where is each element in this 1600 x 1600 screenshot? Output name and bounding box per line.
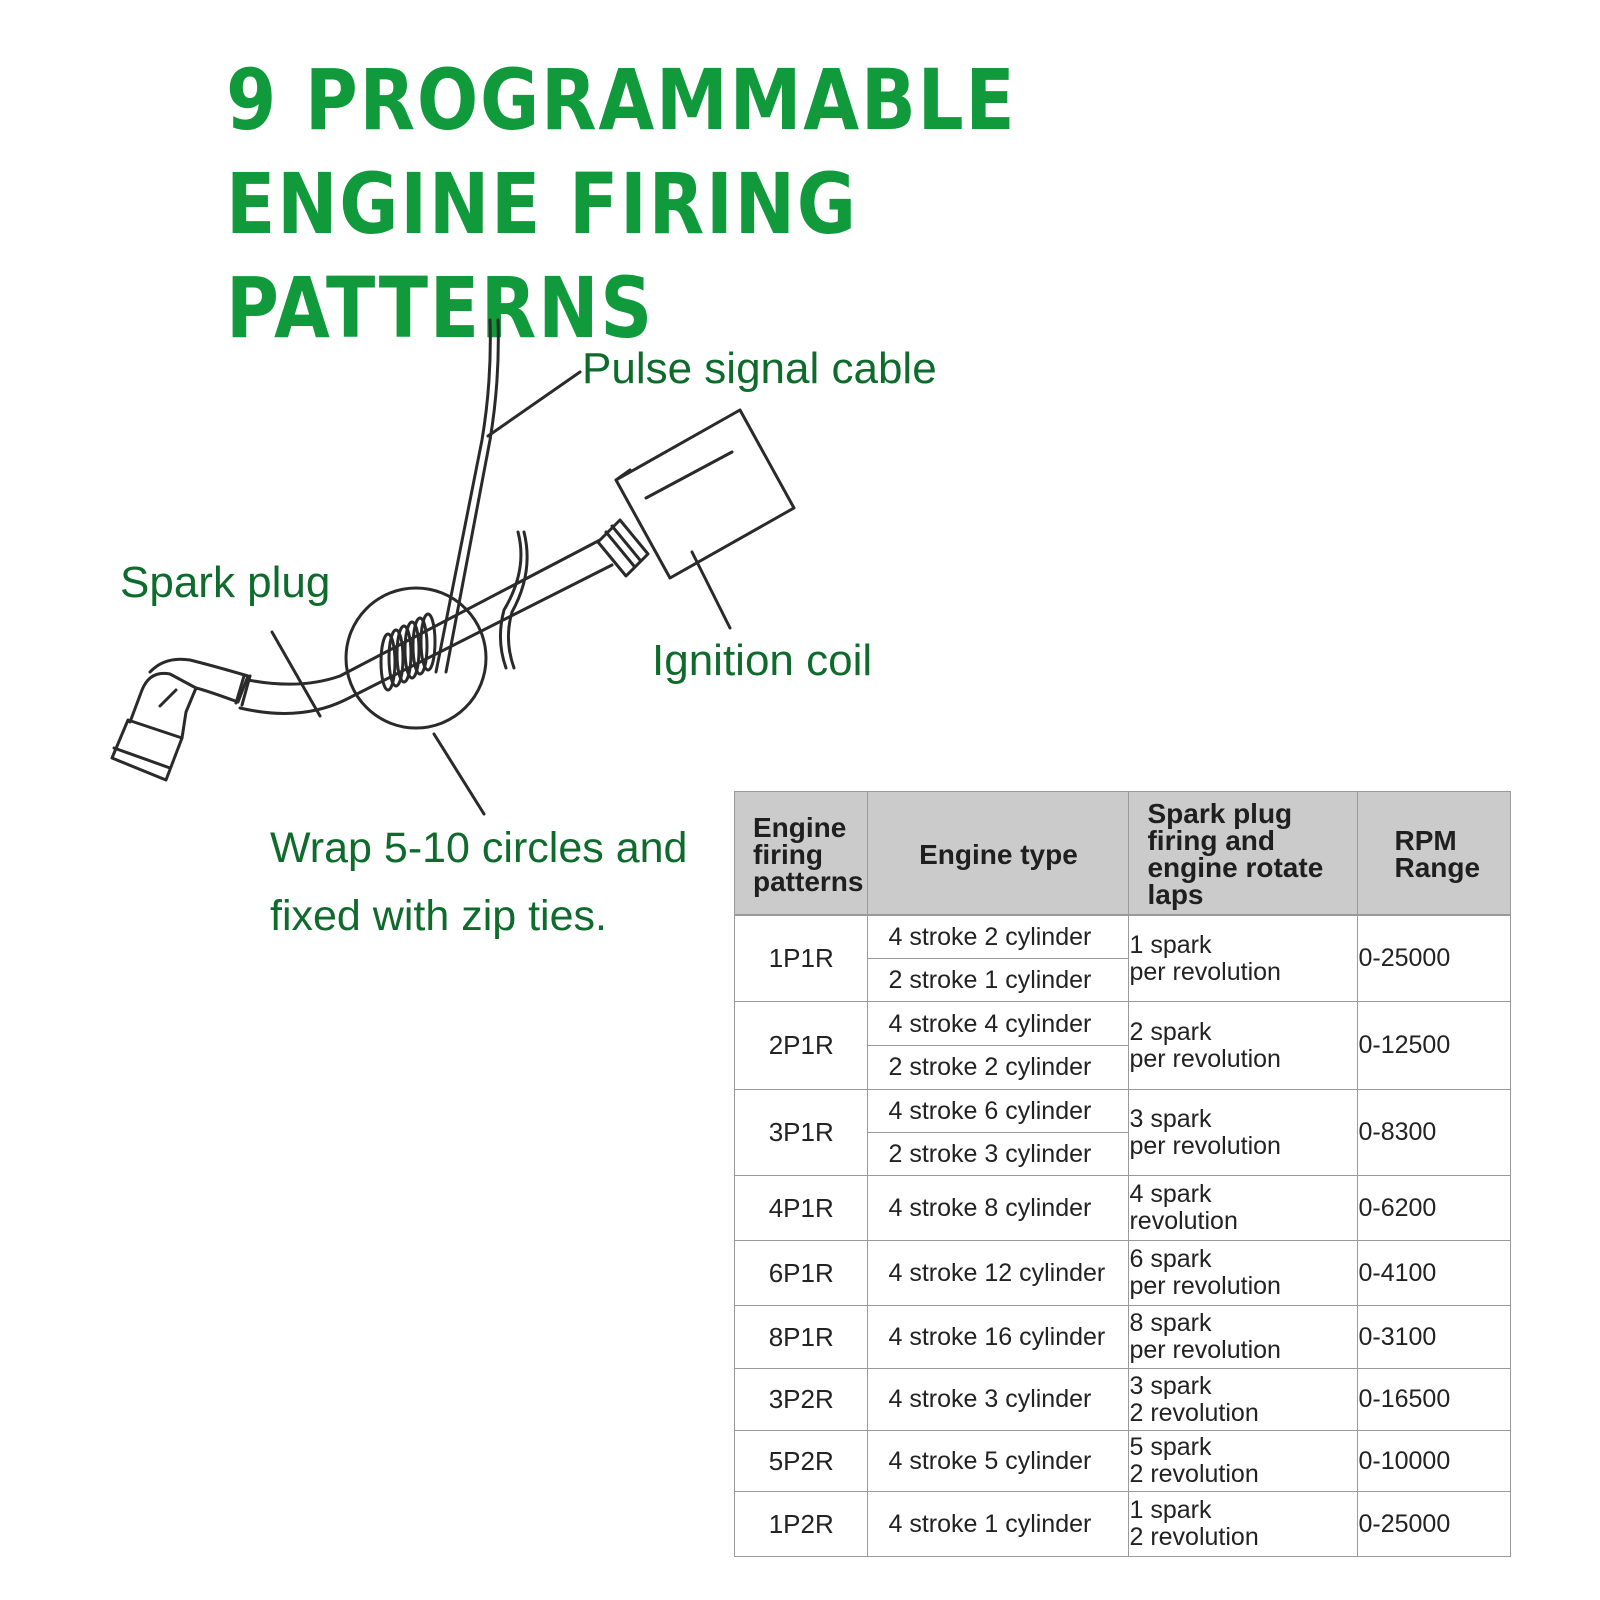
label-ignition-coil: Ignition coil — [652, 636, 873, 685]
cell-rpm: 0-25000 — [1358, 915, 1511, 1002]
table-header-row — [735, 792, 1511, 916]
firing-patterns-table — [734, 791, 1511, 1557]
cell-engine-type: 4 stroke 16 cylinder — [868, 1306, 1129, 1369]
label-pulse-signal-cable: Pulse signal cable — [582, 344, 937, 393]
engine-type-entry: 2 stroke 3 cylinder — [868, 1132, 1128, 1175]
cell-rpm: 0-3100 — [1358, 1306, 1511, 1369]
header-engine-type: Engine type — [868, 792, 1129, 916]
table-body — [735, 915, 1511, 1557]
cell-engine-type — [868, 915, 1129, 1002]
engine-type-entry: 4 stroke 4 cylinder — [888, 1010, 1092, 1038]
wrap-line-1: Wrap 5-10 circles and — [270, 824, 688, 872]
cell-spark — [1129, 1306, 1358, 1369]
cell-pattern: 1P1R — [735, 915, 868, 1002]
cell-engine-type: 4 stroke 8 cylinder — [868, 1176, 1129, 1241]
ignition-coil-box — [616, 410, 794, 628]
cell-spark — [1129, 1241, 1358, 1306]
cell-spark — [1129, 1090, 1358, 1176]
spark-text-line: revolution — [1129, 1207, 1238, 1235]
spark-text-line: 6 spark — [1129, 1245, 1212, 1273]
spark-text-line: 2 revolution — [1129, 1460, 1259, 1488]
cell-pattern: 5P2R — [735, 1431, 868, 1492]
cell-rpm: 0-8300 — [1358, 1090, 1511, 1176]
spark-text-line: 3 spark — [1129, 1104, 1212, 1133]
engine-type-entry: 2 stroke 1 cylinder — [868, 958, 1128, 1001]
cell-pattern: 3P2R — [735, 1369, 868, 1431]
cell-spark — [1129, 1176, 1358, 1241]
spark-text-line: 1 spark — [1129, 1496, 1212, 1524]
spark-text-line: per revolution — [1129, 957, 1281, 986]
spark-text-line: per revolution — [1129, 1044, 1281, 1073]
cell-pattern: 1P2R — [735, 1492, 868, 1557]
header-pattern: Engine firing patterns — [735, 792, 868, 916]
spark-text-line: 3 spark — [1129, 1371, 1212, 1400]
spark-text-line: 4 spark — [1129, 1180, 1212, 1208]
spark-text-line: per revolution — [1129, 1272, 1281, 1300]
table-row — [735, 1369, 1511, 1431]
spark-text-line: per revolution — [1129, 1131, 1281, 1160]
cell-pattern: 3P1R — [735, 1090, 868, 1176]
engine-type-entry: 2 stroke 2 cylinder — [868, 1045, 1128, 1088]
table-row — [735, 1176, 1511, 1241]
cell-spark — [1129, 1369, 1358, 1431]
table-row — [735, 915, 1511, 1002]
cell-engine-type — [868, 1090, 1129, 1176]
spark-text-line: 5 spark — [1129, 1433, 1212, 1461]
label-wrap-instruction — [270, 814, 687, 950]
spark-text-line: 1 spark — [1129, 930, 1212, 959]
cell-pattern: 2P1R — [735, 1002, 868, 1090]
table-row — [735, 1431, 1511, 1492]
spark-text-line: 2 revolution — [1129, 1398, 1259, 1427]
engine-type-entry: 4 stroke 2 cylinder — [888, 923, 1092, 951]
spark-plug-boot — [112, 659, 250, 780]
cell-spark — [1129, 1492, 1358, 1557]
cell-pattern: 4P1R — [735, 1176, 868, 1241]
cell-engine-type: 4 stroke 1 cylinder — [868, 1492, 1129, 1557]
cell-pattern: 6P1R — [735, 1241, 868, 1306]
engine-type-entry: 4 stroke 6 cylinder — [888, 1097, 1092, 1125]
table-row — [735, 1090, 1511, 1176]
table-row — [735, 1002, 1511, 1090]
cell-spark — [1129, 1431, 1358, 1492]
header-rpm: RPM Range — [1358, 792, 1511, 916]
page-title: 9 PROGRAMMABLE ENGINE FIRING PATTERNS — [226, 51, 1017, 357]
cell-rpm: 0-12500 — [1358, 1002, 1511, 1090]
table-row — [735, 1306, 1511, 1369]
cell-spark — [1129, 915, 1358, 1002]
cell-rpm: 0-4100 — [1358, 1241, 1511, 1306]
wire-bundle — [500, 532, 527, 668]
table-row — [735, 1492, 1511, 1557]
spark-text-line: per revolution — [1129, 1336, 1281, 1364]
cell-rpm: 0-6200 — [1358, 1176, 1511, 1241]
cell-rpm: 0-10000 — [1358, 1431, 1511, 1492]
label-spark-plug: Spark plug — [120, 558, 331, 607]
wrap-line-2: fixed with zip ties. — [270, 892, 607, 940]
cell-engine-type: 4 stroke 3 cylinder — [868, 1369, 1129, 1431]
spark-plug-leader — [272, 632, 320, 716]
cell-rpm: 0-25000 — [1358, 1492, 1511, 1557]
wrap-leader — [434, 734, 484, 814]
cell-spark — [1129, 1002, 1358, 1090]
spark-text-line: 2 spark — [1129, 1017, 1212, 1046]
table-row — [735, 1241, 1511, 1306]
cell-rpm: 0-16500 — [1358, 1369, 1511, 1431]
cell-engine-type — [868, 1002, 1129, 1090]
header-spark: Spark plug firing and engine rotate laps — [1129, 792, 1358, 916]
cell-engine-type: 4 stroke 12 cylinder — [868, 1241, 1129, 1306]
cell-engine-type: 4 stroke 5 cylinder — [868, 1431, 1129, 1492]
wrap-circle — [346, 588, 486, 728]
cell-pattern: 8P1R — [735, 1306, 868, 1369]
spark-text-line: 2 revolution — [1129, 1523, 1259, 1551]
spark-text-line: 8 spark — [1129, 1309, 1212, 1337]
